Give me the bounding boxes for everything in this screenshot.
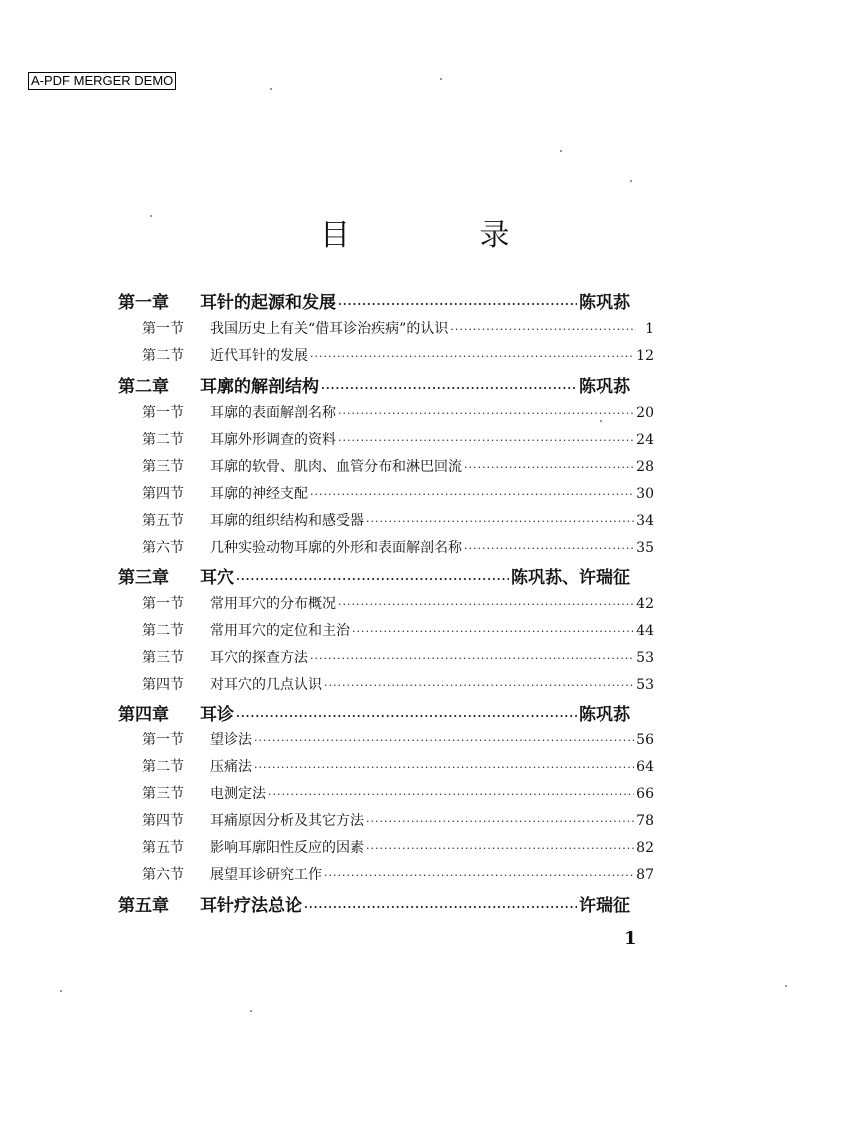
toc-label: 第三节 xyxy=(142,650,184,666)
toc-leader xyxy=(304,901,577,914)
toc-label: 第六节 xyxy=(142,867,184,883)
toc-label: 第四节 xyxy=(142,486,184,502)
toc-leader xyxy=(450,323,636,336)
toc-heading: 展望耳诊研究工作 xyxy=(210,867,322,883)
toc-heading: 耳痛原因分析及其它方法 xyxy=(210,813,364,829)
toc-leader xyxy=(236,573,509,586)
toc-label: 第四章 xyxy=(118,705,169,725)
toc-author: 许瑞征 xyxy=(579,896,630,916)
toc-label: 第一节 xyxy=(142,405,184,421)
scan-speck xyxy=(560,150,562,152)
toc-page-number: 28 xyxy=(636,459,654,475)
toc-section-row xyxy=(142,345,654,371)
toc-heading: 望诊法 xyxy=(210,732,252,748)
toc-page-number: 66 xyxy=(636,786,654,802)
toc-label: 第二节 xyxy=(142,432,184,448)
toc-label: 第二节 xyxy=(142,348,184,364)
toc-section-row xyxy=(142,647,654,673)
toc-label: 第四节 xyxy=(142,813,184,829)
toc-leader xyxy=(310,488,634,501)
toc-page-number: 42 xyxy=(636,596,654,612)
toc-leader xyxy=(366,815,634,828)
toc-heading: 电测定法 xyxy=(210,786,266,802)
toc-leader xyxy=(338,298,577,311)
toc-section-row xyxy=(142,402,654,428)
scan-speck xyxy=(60,990,62,992)
toc-page-number: 30 xyxy=(636,486,654,502)
toc-page-number: 35 xyxy=(636,540,654,556)
toc-heading: 常用耳穴的分布概况 xyxy=(210,596,336,612)
scan-speck xyxy=(270,88,272,90)
toc-author: 陈巩荪 xyxy=(579,705,630,725)
toc-leader xyxy=(268,788,634,801)
toc-page-number: 44 xyxy=(636,623,654,639)
toc-label: 第三节 xyxy=(142,786,184,802)
toc-heading: 耳廓外形调查的资料 xyxy=(210,432,336,448)
toc-section-row xyxy=(142,729,654,755)
toc-section-row xyxy=(142,318,654,344)
toc-label: 第三节 xyxy=(142,459,184,475)
scan-speck xyxy=(150,215,152,217)
toc-leader xyxy=(338,407,634,420)
toc-leader xyxy=(254,761,634,774)
toc-author: 陈巩荪 xyxy=(579,377,630,397)
toc-chapter-row xyxy=(118,700,630,726)
toc-page-number: 56 xyxy=(636,732,654,748)
toc-section-row xyxy=(142,620,654,646)
toc-leader xyxy=(366,842,634,855)
page-number: 1 xyxy=(624,928,637,949)
toc-label: 第一节 xyxy=(142,732,184,748)
toc-section-row xyxy=(142,593,654,619)
toc-leader xyxy=(310,652,634,665)
toc-leader xyxy=(338,434,634,447)
toc-page-number: 1 xyxy=(645,321,654,337)
toc-heading: 耳廓的组织结构和感受器 xyxy=(210,513,364,529)
toc-leader xyxy=(338,598,634,611)
toc-page-number: 78 xyxy=(636,813,654,829)
scan-speck xyxy=(785,985,787,987)
toc-page-number: 64 xyxy=(636,759,654,775)
toc-label: 第一节 xyxy=(142,321,184,337)
toc-heading: 耳针疗法总论 xyxy=(200,896,302,916)
toc-label: 第四节 xyxy=(142,677,184,693)
watermark-label: A-PDF MERGER DEMO xyxy=(28,72,176,90)
toc-page-number: 24 xyxy=(636,432,654,448)
toc-leader xyxy=(236,710,577,723)
toc-page-number: 20 xyxy=(636,405,654,421)
page-title: 目 录 xyxy=(320,218,570,253)
toc-leader xyxy=(366,515,634,528)
toc-section-row xyxy=(142,837,654,863)
toc-leader xyxy=(254,734,634,747)
scan-speck xyxy=(440,78,442,80)
toc-chapter-row xyxy=(118,288,630,314)
scan-speck xyxy=(600,420,602,422)
toc-leader xyxy=(324,869,634,882)
toc-heading: 常用耳穴的定位和主治 xyxy=(210,623,350,639)
toc-label: 第六节 xyxy=(142,540,184,556)
toc-label: 第三章 xyxy=(118,568,169,588)
toc-label: 第二节 xyxy=(142,759,184,775)
toc-leader xyxy=(324,679,634,692)
toc-label: 第一节 xyxy=(142,596,184,612)
toc-heading: 几种实验动物耳廓的外形和表面解剖名称 xyxy=(210,540,462,556)
toc-section-row xyxy=(142,756,654,782)
toc-section-row xyxy=(142,864,654,890)
toc-label: 第二节 xyxy=(142,623,184,639)
toc-section-row xyxy=(142,674,654,700)
toc-chapter-row xyxy=(118,891,630,917)
toc-leader xyxy=(310,350,634,363)
toc-section-row xyxy=(142,456,654,482)
toc-leader xyxy=(352,625,634,638)
toc-section-row xyxy=(142,429,654,455)
toc-heading: 耳廓的表面解剖名称 xyxy=(210,405,336,421)
toc-page-number: 87 xyxy=(636,867,654,883)
toc-heading: 耳廓的解剖结构 xyxy=(200,377,319,397)
scan-speck xyxy=(250,1010,252,1012)
toc-heading: 耳廓的软骨、肌肉、血管分布和淋巴回流 xyxy=(210,459,462,475)
scan-speck xyxy=(630,180,632,182)
toc-section-row xyxy=(142,537,654,563)
toc-page-number: 12 xyxy=(636,348,654,364)
toc-leader xyxy=(321,382,577,395)
toc-heading: 影响耳廓阳性反应的因素 xyxy=(210,840,364,856)
toc-section-row xyxy=(142,810,654,836)
toc-heading: 耳穴 xyxy=(200,568,234,588)
toc-author: 陈巩荪 xyxy=(579,293,630,313)
toc-label: 第一章 xyxy=(118,293,169,313)
toc-section-row xyxy=(142,510,654,536)
toc-page-number: 53 xyxy=(636,677,654,693)
toc-chapter-row xyxy=(118,563,630,589)
toc-leader xyxy=(464,461,634,474)
toc-label: 第五章 xyxy=(118,896,169,916)
toc-heading: 近代耳针的发展 xyxy=(210,348,308,364)
toc-label: 第五节 xyxy=(142,513,184,529)
toc-page-number: 82 xyxy=(636,840,654,856)
toc-heading: 耳诊 xyxy=(200,705,234,725)
toc-heading: 对耳穴的几点认识 xyxy=(210,677,322,693)
toc-heading: 压痛法 xyxy=(210,759,252,775)
toc-heading: 耳穴的探查方法 xyxy=(210,650,308,666)
toc-label: 第五节 xyxy=(142,840,184,856)
toc-heading: 我国历史上有关“借耳诊治疾病”的认识 xyxy=(210,321,449,337)
toc-heading: 耳廓的神经支配 xyxy=(210,486,308,502)
toc-chapter-row xyxy=(118,372,630,398)
toc-page-number: 34 xyxy=(636,513,654,529)
toc-leader xyxy=(464,542,634,555)
toc-heading: 耳针的起源和发展 xyxy=(200,293,336,313)
toc-label: 第二章 xyxy=(118,377,169,397)
toc-page-number: 53 xyxy=(636,650,654,666)
toc-section-row xyxy=(142,483,654,509)
toc-section-row xyxy=(142,783,654,809)
toc-author: 陈巩荪、许瑞征 xyxy=(511,568,630,588)
